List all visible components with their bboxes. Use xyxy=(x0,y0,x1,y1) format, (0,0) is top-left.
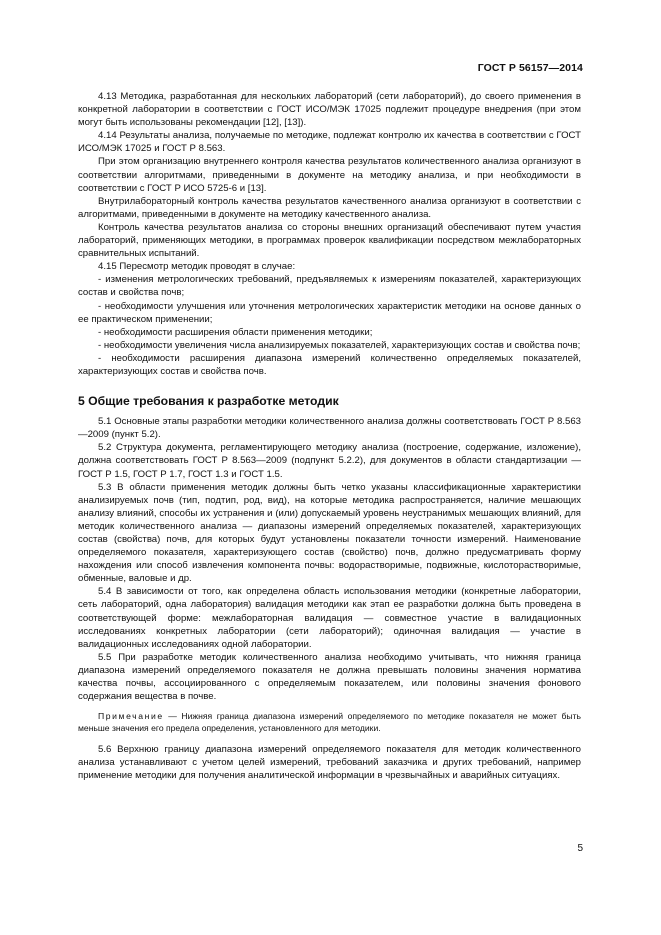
clause-5-6: 5.6 Верхнюю границу диапазона измерений определяемого показателя для методик количественного анализа устанавливают с учетом целей измерений, требований заказчика и других требований, например применение методики для получения аналитической информации в чрезвычайных и аварийных ситуациях. xyxy=(78,743,581,781)
list-item: - необходимости улучшения или уточнения метрологических характеристик методики на основе данных о ее практическом применении; xyxy=(78,300,581,325)
list-item: - изменения метрологических требований, предъявляемых к измерениям показателей, характеризующих состав и свойства почв; xyxy=(78,274,581,299)
paragraph-external-control: Контроль качества результатов анализа со стороны внешних организаций обеспечивают путем участия лабораторий, применяющих методики, в программах проверок квалификации посредством межлабораторных сравнительных испытаний. xyxy=(78,221,581,260)
list-item: - необходимости расширения области применения методики; xyxy=(98,326,373,338)
clause-5-2: 5.2 Структура документа, регламентирующего методику анализа (построение, содержание, изложение), должна соответствовать ГОСТ Р 8.563—2009 (подпункт 5.2.2), для документов в области стандартизации — ГОСТ Р 1.5, ГОСТ Р 1.7, ГОСТ 1.3 и ГОСТ 1.5. xyxy=(78,442,581,480)
note-text: — Нижняя граница диапазона измерений определяемого по методике показателя не может быть меньше значения его предела определения, установленного для методики. xyxy=(78,711,581,734)
clause-5-1: 5.1 Основные этапы разработки методики количественного анализа должны соответствовать ГОСТ Р 8.563—2009 (пункт 5.2). xyxy=(78,416,581,441)
note-label: Примечание xyxy=(98,711,164,722)
document-body xyxy=(78,90,581,782)
clause-4-13: 4.13 Методика, разработанная для нескольких лабораторий (сети лабораторий), до своего применения в конкретной лаборатории в соответствии с ГОСТ ИСО/МЭК 17025 подлежит процедуре внедрения (при этом могут быть использованы рекомендации [12], [13]). xyxy=(78,91,581,129)
document-code: ГОСТ Р 56157—2014 xyxy=(477,62,583,74)
note xyxy=(78,711,581,735)
clause-4-15: 4.15 Пересмотр методик проводят в случае: xyxy=(98,261,296,273)
list-item: - необходимости увеличения числа анализируемых показателей, характеризующих состав и свойства почв; xyxy=(98,339,581,351)
clause-5-3: 5.3 В области применения методик должны быть четко указаны классификационные характеристики анализируемых почв (тип, подтип, род, вид), на которые методика распространяется, наличие мешающих анализу влияний, способы их устранения и (или) допускаемый уровень неустранимых мешающих влияний, для методик количественного анализа — диапазоны измерений определяемых показателей, характеризующих состав (свойства) почв, для которых будут установлены показатели точности измерений. Наименование определяемого показателя, характеризующего состав (свойство) почв, должно предусматривать форму нахождения или способ извлечения компонента почвы: водорастворимые, подвижные, кислоторастворимые, обменные, валовые и др. xyxy=(78,481,581,585)
paragraph-internal-qualitative-control: Внутрилабораторный контроль качества результатов качественного анализа организуют в соответствии с алгоритмами, приведенными в документе на методику качественного анализа. xyxy=(78,195,581,220)
paragraph-internal-quantitative-control: При этом организацию внутреннего контроля качества результатов количественного анализа организуют в соответствии алгоритмами, приведенными в документе на методику анализа, и при необходимости в соответствии с ГОСТ Р ИСО 5725-6 и [13]. xyxy=(78,156,581,194)
clause-4-14: 4.14 Результаты анализа, получаемые по методике, подлежат контролю их качества в соответствии с ГОСТ ИСО/МЭК 17025 и ГОСТ Р 8.563. xyxy=(78,130,581,155)
clause-5-5: 5.5 При разработке методик количественного анализа необходимо учитывать, что нижняя граница диапазона измерений определяемого показателя не должна превышать половины значения норматива качества почвы, ассоциированного с определяемым показателем, или половины значения фонового содержания вещества в почве. xyxy=(78,651,581,703)
list-item: - необходимости расширения диапазона измерений количественно определяемых показателей, характеризующих состав и свойства почв. xyxy=(78,352,581,377)
page-number: 5 xyxy=(577,843,583,854)
clause-5-4: 5.4 В зависимости от того, как определена область использования методики (конкретные лаборатории, сеть лабораторий, одна лаборатория) валидация методики как этап ее разработки должна быть проведена в соответствующей форме: межлабораторная валидация — совместное участие в валидационных исследованиях конкретных лаборатории (сети лабораторий); одиночная валидация — участие в валидационных исследованиях одной лаборатории. xyxy=(78,586,581,650)
section-heading: 5 Общие требования к разработке методик xyxy=(78,394,339,409)
